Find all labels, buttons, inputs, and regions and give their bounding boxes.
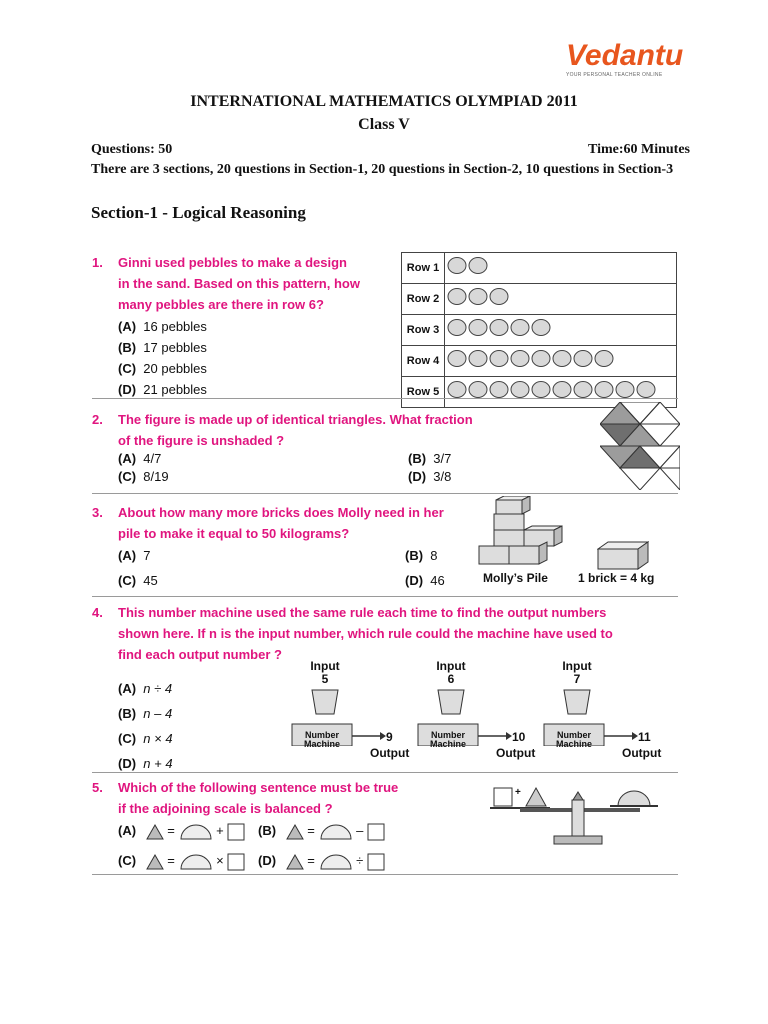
- triangle-icon: [146, 824, 164, 840]
- scale-plus-sign: +: [515, 787, 521, 798]
- machine-label-2: Machine: [429, 739, 466, 749]
- question-number: 2.: [92, 412, 103, 427]
- pebble: [490, 320, 508, 336]
- square-icon: [227, 823, 245, 841]
- q5-option-b: (B) = –: [258, 820, 385, 842]
- brick-caption: 1 brick = 4 kg: [578, 571, 655, 585]
- square-icon: [367, 823, 385, 841]
- question-text-line: find each output number ?: [118, 647, 282, 662]
- time-limit: Time:60 Minutes: [587, 142, 690, 157]
- question-text-line: About how many more bricks does Molly need in her: [118, 505, 444, 520]
- question-text-line: pile to make it equal to 50 kilograms?: [118, 526, 350, 541]
- question-text-line: if the adjoining scale is balanced ?: [118, 801, 333, 816]
- pebble: [469, 382, 487, 398]
- triangle-icon: [286, 824, 304, 840]
- pebbles-cell: [445, 346, 677, 377]
- option-b: (B) 17 pebbles: [118, 340, 207, 355]
- option-c: (C) 45: [118, 573, 158, 588]
- divider: [92, 493, 678, 494]
- pebble: [595, 382, 613, 398]
- output-label: Output: [622, 746, 662, 760]
- option-d: (D) 46: [405, 573, 445, 588]
- pebble: [469, 320, 487, 336]
- pebble: [448, 382, 466, 398]
- divider: [92, 398, 678, 399]
- output-value: 10: [512, 730, 526, 744]
- row-label: Row 1: [402, 253, 445, 284]
- square-icon: [227, 853, 245, 871]
- pebble: [448, 320, 466, 336]
- pebble: [574, 351, 592, 367]
- machine-1: [290, 660, 420, 765]
- option-b: (B) n – 4: [118, 706, 173, 721]
- pebbles-cell: [445, 315, 677, 346]
- row-label: Row 3: [402, 315, 445, 346]
- single-brick-figure: [597, 541, 649, 571]
- option-b: (B) 8: [405, 548, 438, 563]
- row-label: Row 5: [402, 377, 445, 408]
- pebble: [637, 382, 655, 398]
- option-d: (D) 3/8: [408, 469, 452, 484]
- q3-options: [118, 548, 458, 598]
- page-subtitle: Class V: [358, 116, 410, 133]
- question-3: [92, 502, 492, 544]
- pebble: [553, 382, 571, 398]
- question-1: [92, 252, 392, 315]
- option-d: (D) n + 4: [118, 756, 173, 771]
- pebble-rows-table: [401, 252, 677, 408]
- divider: [92, 874, 678, 875]
- dome-icon: [319, 854, 353, 870]
- logo-tagline: YOUR PERSONAL TEACHER ONLINE: [566, 72, 663, 78]
- machine-label-1: Number: [556, 730, 591, 740]
- pebbles-cell: [445, 253, 677, 284]
- pebble: [532, 382, 550, 398]
- option-a: (A) 4/7: [118, 451, 162, 466]
- pebbles-cell: [445, 284, 677, 315]
- option-a: (A) 16 pebbles: [118, 319, 207, 334]
- section-title: Section-1 - Logical Reasoning: [91, 203, 306, 222]
- triangle-figure: [600, 402, 680, 490]
- page-title: INTERNATIONAL MATHEMATICS OLYMPIAD 2011: [190, 93, 578, 110]
- pebble: [532, 320, 550, 336]
- pebble: [511, 320, 529, 336]
- divider: [92, 596, 678, 597]
- q1-options: [118, 316, 207, 400]
- question-text-line: of the figure is unshaded ?: [118, 433, 285, 448]
- row-label: Row 4: [402, 346, 445, 377]
- square-icon: [367, 853, 385, 871]
- option-a: (A) 7: [118, 548, 151, 563]
- q2-options: [118, 450, 498, 486]
- pebble-row: [402, 346, 677, 377]
- machine-label-1: Number: [430, 730, 465, 740]
- option-c: (C) 20 pebbles: [118, 361, 207, 376]
- question-text-line: shown here. If n is the input number, which rule could the machine have used to: [118, 626, 613, 641]
- question-number: 3.: [92, 505, 103, 520]
- pebble: [574, 382, 592, 398]
- questions-count: Questions: 50: [91, 142, 173, 157]
- question-text-line: in the sand. Based on this pattern, how: [118, 276, 360, 291]
- pebble: [616, 382, 634, 398]
- input-value: 5: [321, 672, 329, 686]
- question-4: [92, 602, 692, 665]
- q5-option-d: (D) = ÷: [258, 850, 385, 872]
- question-text-line: Ginni used pebbles to make a design: [118, 255, 347, 270]
- pebble-row: [402, 284, 677, 315]
- question-text-line: Which of the following sentence must be true: [118, 780, 399, 795]
- dome-icon: [179, 854, 213, 870]
- dome-icon: [179, 824, 213, 840]
- pebble: [490, 351, 508, 367]
- question-text-line: The figure is made up of identical triangles. What fraction: [118, 412, 473, 427]
- pebble-row: [402, 253, 677, 284]
- pebble-row: [402, 315, 677, 346]
- pebble: [448, 289, 466, 305]
- input-label: Input: [436, 659, 466, 673]
- sections-info: There are 3 sections, 20 questions in Section-1, 20 questions in Section-2, 10 questions in Section-3: [91, 162, 674, 177]
- q5-option-a: (A) = +: [118, 820, 245, 842]
- balance-scale: [490, 780, 670, 855]
- pebble: [511, 351, 529, 367]
- input-label: Input: [562, 659, 592, 673]
- pebble: [511, 382, 529, 398]
- dome-icon: [319, 824, 353, 840]
- pebbles: [445, 346, 676, 371]
- pebbles: [445, 315, 676, 340]
- triangle-icon: [286, 854, 304, 870]
- machine-3: [542, 660, 672, 765]
- pebble: [469, 351, 487, 367]
- q5-option-c: (C) = ×: [118, 850, 245, 872]
- pebble: [469, 289, 487, 305]
- pebbles: [445, 284, 676, 309]
- logo-name: Vedantu: [566, 39, 684, 72]
- row-label: Row 2: [402, 284, 445, 315]
- input-label: Input: [310, 659, 340, 673]
- input-value: 7: [573, 672, 581, 686]
- output-label: Output: [370, 746, 410, 760]
- question-5: [92, 777, 452, 819]
- pile-caption: Molly’s Pile: [483, 571, 548, 585]
- question-text-line: This number machine used the same rule each time to find the output numbers: [118, 605, 607, 620]
- pebble: [490, 382, 508, 398]
- question-text-line: many pebbles are there in row 6?: [118, 297, 324, 312]
- triangle-icon: [146, 854, 164, 870]
- option-c: (C) 8/19: [118, 469, 169, 484]
- option-c: (C) n × 4: [118, 731, 173, 746]
- pebble: [469, 258, 487, 274]
- machine-label-1: Number: [304, 730, 339, 740]
- machine-2: [416, 660, 546, 765]
- pebble: [448, 351, 466, 367]
- divider: [92, 772, 678, 773]
- mollys-pile-figure: [474, 496, 574, 568]
- pebbles: [445, 253, 676, 278]
- option-b: (B) 3/7: [408, 451, 452, 466]
- option-a: (A) n ÷ 4: [118, 681, 173, 696]
- pebble: [595, 351, 613, 367]
- question-number: 5.: [92, 780, 103, 795]
- vedantu-logo: [566, 40, 686, 78]
- output-label: Output: [496, 746, 536, 760]
- question-number: 1.: [92, 255, 103, 270]
- question-2: [92, 409, 512, 451]
- output-value: 9: [386, 730, 393, 744]
- q4-options: [118, 676, 173, 776]
- machine-label-2: Machine: [555, 739, 592, 749]
- pebble: [553, 351, 571, 367]
- output-value: 11: [638, 730, 651, 744]
- pebble: [532, 351, 550, 367]
- option-d: (D) 21 pebbles: [118, 382, 207, 397]
- pebble: [448, 258, 466, 274]
- question-number: 4.: [92, 605, 103, 620]
- pebble: [490, 289, 508, 305]
- input-value: 6: [447, 672, 455, 686]
- machine-label-2: Machine: [303, 739, 340, 749]
